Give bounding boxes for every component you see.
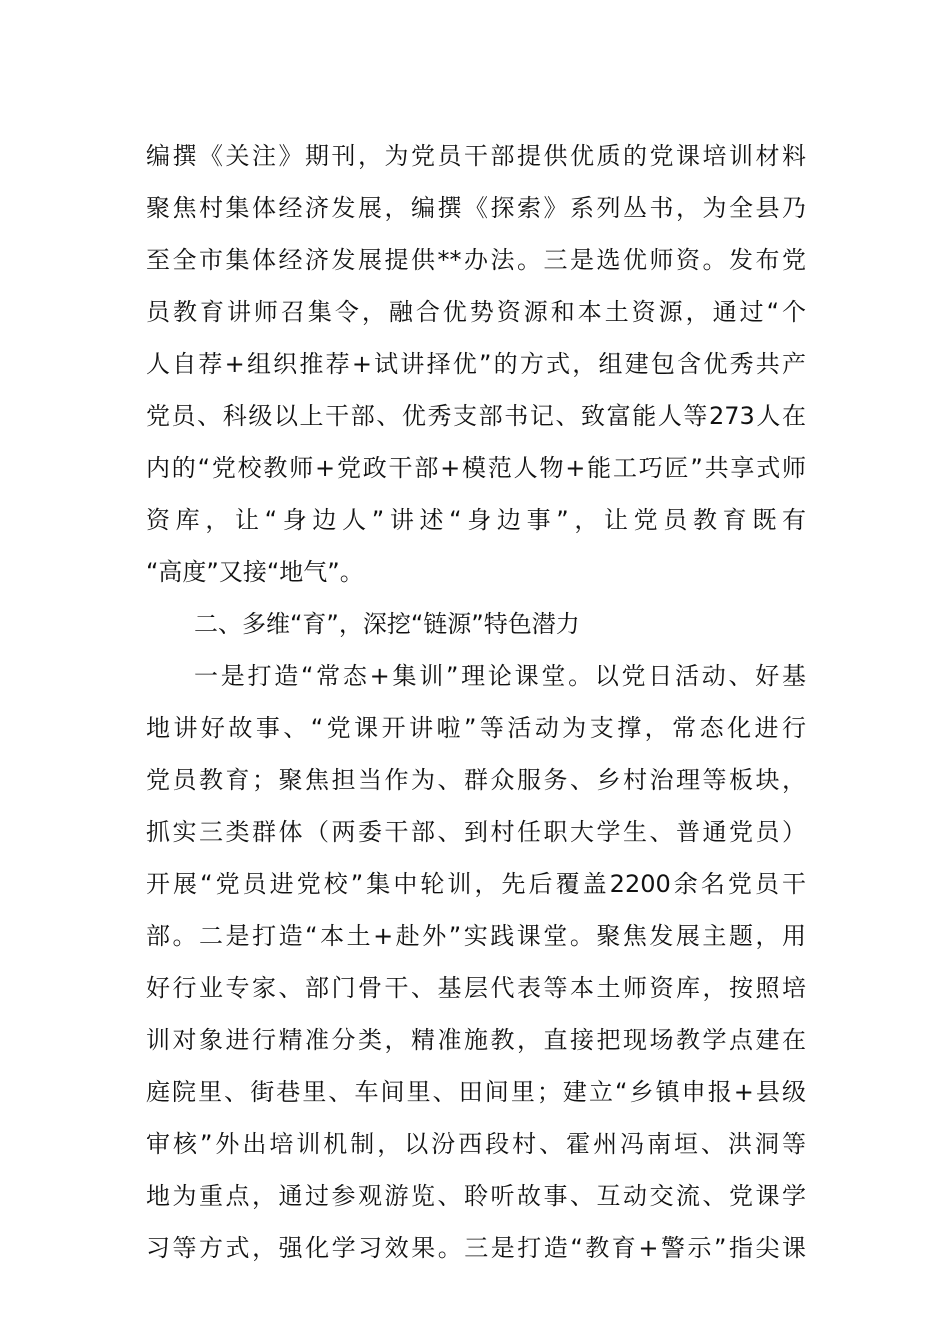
text-line: 好行业专家、部门骨干、基层代表等本土师资库，按照培 bbox=[146, 974, 806, 1002]
text-line: 聚焦村集体经济发展，编撰《探索》系列丛书，为全县乃 bbox=[146, 194, 806, 222]
text-line: 资库，让“身边人”讲述“身边事”，让党员教育既有 bbox=[146, 506, 806, 534]
text-line: 内的“党校教师+党政干部+模范人物+能工巧匠”共享式师 bbox=[146, 454, 806, 482]
text-line: 审核”外出培训机制，以汾西段村、霍州冯南垣、洪洞等 bbox=[146, 1130, 806, 1158]
text-line: 开展“党员进党校”集中轮训，先后覆盖2200余名党员干 bbox=[146, 870, 806, 898]
text-line: 庭院里、街巷里、车间里、田间里；建立“乡镇申报+县级 bbox=[146, 1078, 806, 1106]
text-line: 编撰《关注》期刊，为党员干部提供优质的党课培训材料 bbox=[146, 142, 806, 170]
text-line: 党员教育；聚焦担当作为、群众服务、乡村治理等板块， bbox=[146, 766, 806, 794]
text-line: 一是打造“常态+集训”理论课堂。以党日活动、好基 bbox=[194, 662, 806, 690]
text-line: 训对象进行精准分类，精准施教，直接把现场教学点建在 bbox=[146, 1026, 806, 1054]
text-line: 人自荐+组织推荐+试讲择优”的方式，组建包含优秀共产 bbox=[146, 350, 806, 378]
text-line: 地讲好故事、“党课开讲啦”等活动为支撑，常态化进行 bbox=[146, 714, 806, 742]
text-line: 地为重点，通过参观游览、聆听故事、互动交流、党课学 bbox=[146, 1182, 806, 1210]
text-line: 员教育讲师召集令，融合优势资源和本土资源，通过“个 bbox=[146, 298, 806, 326]
text-line: 抓实三类群体（两委干部、到村任职大学生、普通党员） bbox=[146, 818, 806, 846]
text-line: 至全市集体经济发展提供**办法。三是选优师资。发布党 bbox=[146, 246, 806, 274]
body-text bbox=[146, 130, 806, 1274]
text-line: “高度”又接“地气”。 bbox=[146, 558, 364, 586]
text-line: 部。二是打造“本土+赴外”实践课堂。聚焦发展主题，用 bbox=[146, 922, 806, 950]
text-line: 习等方式，强化学习效果。三是打造“教育+警示”指尖课 bbox=[146, 1234, 806, 1262]
section-heading: 二、多维“育”，深挖“链源”特色潜力 bbox=[194, 610, 580, 638]
text-line: 党员、科级以上干部、优秀支部书记、致富能人等273人在 bbox=[146, 402, 806, 430]
